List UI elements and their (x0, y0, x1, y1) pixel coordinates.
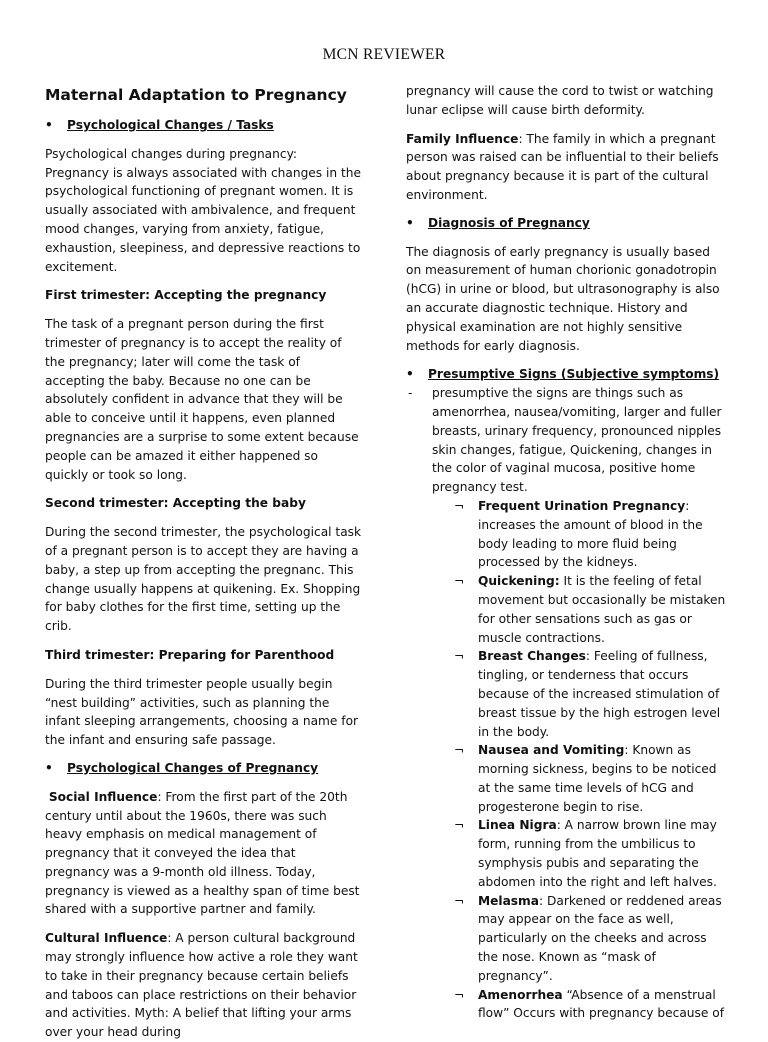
sign-marker: ¬ (454, 498, 465, 513)
sign-marker: ¬ (454, 893, 465, 908)
presumptive-text: presumptive the signs are things such as amenorrhea, nausea/vomiting, larger and fuller breasts, urinary frequency, pronounced nipples skin changes, fatigue, Quickening, changes in the color of vaginal mucosa, positive home pregnancy test. (432, 386, 722, 495)
sign-text: : Feeling of fullness, tingling, or tenderness that occurs because of the increased stimulation of breast tissue by the high estrogen level in the body. (478, 649, 721, 739)
bullet-dot-icon: • (406, 367, 414, 382)
sign-marker: ¬ (454, 987, 465, 1002)
sign-item-linea-nigra (406, 816, 728, 891)
sign-label: Breast Changes (478, 649, 586, 664)
continued-paragraph: pregnancy will cause the cord to twist or watching lunar eclipse will cause birth deformity. (406, 84, 714, 117)
social-influence-label: Social Influence (48, 789, 158, 804)
first-trimester-heading: First trimester: Accepting the pregnancy (45, 288, 327, 303)
sign-label: Quickening: (478, 574, 560, 589)
sign-label: Frequent Urination Pregnancy (478, 498, 686, 513)
document-title: MCN REVIEWER (322, 46, 446, 63)
family-influence-label: Family Influence (406, 131, 519, 146)
sign-text: : Known as morning sickness, begins to be noticed at the same time levels of hCG and progesterone begin to rise. (478, 743, 717, 814)
bullet-label: Psychological Changes of Pregnancy (67, 760, 319, 775)
sign-text: : A narrow brown line may form, running from the umbilicus to symphysis pubis and separating the abdomen into the right and left halves. (478, 818, 717, 889)
bullet-psychological-changes-of-pregnancy (45, 759, 363, 778)
bullet-label: Psychological Changes / Tasks (67, 118, 274, 132)
sign-label: Amenorrhea (478, 987, 563, 1002)
sign-marker: ¬ (454, 818, 465, 833)
presumptive-list-item (406, 384, 728, 497)
sign-text: : increases the amount of blood in the body leading to more fluid being processed by the kidneys. (478, 498, 703, 570)
sign-item-melasma (406, 892, 728, 986)
dash-marker: - (408, 386, 413, 401)
sign-item-nausea-vomiting (406, 741, 728, 816)
social-influence-text: : From the first part of the 20th century until about the 1960s, there was such heavy emphasis on medical management of pregnancy that it conveyed the idea that pregnancy was a 9-month old illness. Today, pregnancy is viewed as a healthy span of time best shared with a supportive partner and family. (45, 789, 360, 917)
diagnosis-paragraph: The diagnosis of early pregnancy is usually based on measurement of human chorionic gonadotropin (hCG) in urine or blood, but ultrasonography is also an accurate diagnostic technique. History and physical examination are not highly sensitive methods for early diagnosis. (406, 244, 720, 353)
sign-text: : Darkened or reddened areas may appear on the face as well, particularly on the cheeks and across the nose. Known as “mask of pregnancy”. (478, 893, 722, 983)
sign-item-amenorrhea (406, 986, 728, 1024)
cultural-influence-label: Cultural Influence (45, 931, 168, 946)
right-column (406, 82, 728, 1023)
cultural-influence-text: : A person cultural background may strongly influence how active a role they want to take in their pregnancy because certain beliefs and taboos can place restrictions on their behavior and activities. Myth: A belief that lifting your arms over your head during (45, 931, 358, 1040)
second-trimester-paragraph: During the second trimester, the psychological task of a pregnant person is to accept they are having a baby, a step up from accepting the pregnanc. This change usually happens at quikening. Ex. Shopping for baby clothes for the first time, setting up the crib. (45, 525, 362, 634)
sign-item-breast-changes (406, 647, 728, 741)
sign-text: It is the feeling of fetal movement but occasionally be mistaken for other sensations such as gas or muscle contractions. (478, 574, 726, 645)
bullet-dot-icon: • (45, 118, 53, 132)
social-influence-paragraph (45, 788, 363, 920)
bullet-psychological-changes-tasks (45, 116, 363, 135)
sign-marker: ¬ (454, 649, 465, 664)
sign-label: Nausea and Vomiting (478, 743, 625, 758)
sign-label: Linea Nigra (478, 818, 557, 833)
bullet-presumptive-signs (406, 365, 728, 384)
bullet-dot-icon: • (406, 215, 414, 230)
sign-marker: ¬ (454, 574, 465, 589)
intro-paragraph: Psychological changes during pregnancy: Pregnancy is always associated with changes in the psychological functioning of pregnant women. It is usually associated with ambivalence, and frequent mood changes, varying from anxiety, fatigue, exhaustion, sleepiness, and depressive reactions to excitement. (45, 146, 362, 274)
left-column (45, 84, 363, 1042)
sign-item-quickening (406, 572, 728, 647)
third-trimester-paragraph: During the third trimester people usually begin “nest building” activities, such as planning the infant sleeping arrangements, choosing a name for the infant and ensuring safe passage. (45, 676, 359, 748)
second-trimester-heading: Second trimester: Accepting the baby (45, 496, 306, 511)
sign-label: Melasma (478, 893, 539, 908)
section-heading: Maternal Adaptation to Pregnancy (45, 86, 347, 104)
bullet-label: Diagnosis of Pregnancy (428, 215, 590, 230)
cultural-influence-paragraph (45, 929, 363, 1042)
third-trimester-heading: Third trimester: Preparing for Parenthood (45, 647, 335, 662)
first-trimester-paragraph: The task of a pregnant person during the first trimester of pregnancy is to accept the reality of the pregnancy; later will come the task of accepting the baby. Because no one can be absolutely confident in advance that they will be able to conceive until it happens, even planned pregnancies are a surprise to some extent because people can be amazed it either happened so quickly or took so long. (45, 317, 359, 482)
family-influence-text: : The family in which a pregnant person was raised can be influential to their beliefs about pregnancy because it is part of the cultural environment. (406, 131, 719, 202)
bullet-diagnosis-of-pregnancy (406, 214, 728, 233)
family-influence-paragraph (406, 130, 728, 205)
sign-item-frequent-urination (406, 497, 728, 572)
bullet-label: Presumptive Signs (Subjective symptoms) (428, 367, 720, 382)
sign-marker: ¬ (454, 743, 465, 758)
sign-text: “Absence of a menstrual flow” Occurs with pregnancy because of (478, 987, 724, 1021)
bullet-dot-icon: • (45, 760, 53, 775)
